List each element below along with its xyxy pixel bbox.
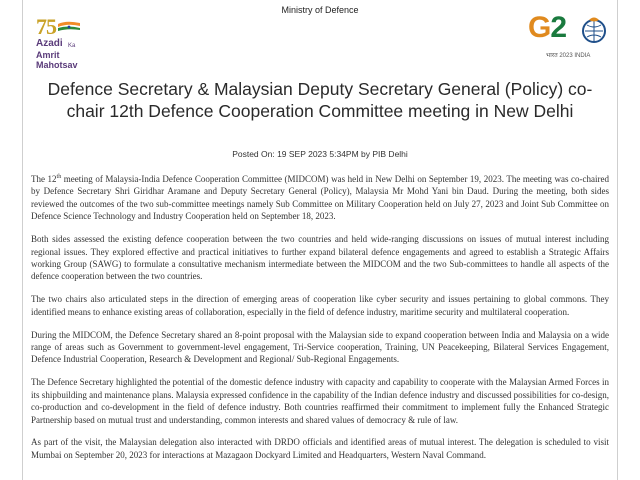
g20-lotus-globe-icon — [580, 17, 608, 45]
azadi-logo-line2: Ka — [68, 43, 76, 49]
paragraph-6: As part of the visit, the Malaysian delegation also interacted with DRDO officials and identified areas of mutual interest. The delegation is scheduled to visit Mumbai on September 20, 2023 for interactions at Mazagaon Dockyard Limited and Headquarters, Western Naval Command. — [31, 437, 609, 460]
g20-wordmark: G2 — [528, 11, 567, 44]
paragraph-1: The 12th meeting of Malaysia-India Defence Cooperation Committee (MIDCOM) was held in New Delhi on September 19, 2023. The meeting was co-chaired by Defence Secretary Shri Giridhar Aramane and Deputy Secretary General (Policy), Malaysia Mr Mohd Yani bin Daud. During the meeting, both sides reviewed the outcomes of the two sub-committee meetings namely Sub Committee on Military Cooperation held on July 27, 2023 and Joint Sub Committee on Defence Science Technology and Industry Cooperation held on September 18, 2023. — [31, 174, 609, 222]
azadi-logo-line3: Amrit Mahotsav — [36, 50, 78, 70]
azadi-ka-amrit-mahotsav-logo — [34, 14, 102, 68]
flag-icon — [56, 20, 82, 36]
article-body — [31, 173, 609, 472]
paragraph-2: Both sides assessed the existing defence cooperation between the two countries and held wide-ranging discussions on issues of mutual interest including regional issues. They explored effective and practical initiatives to further expand bilateral defence engagements and agreed to establish a Strategic Affairs working Group (SAWG) to formulate a consultative mechanism intermediate between the MIDCOM and the two Sub-committees to handle all aspects of the defence cooperation between the two countries. — [31, 234, 609, 282]
g20-logo — [528, 11, 610, 66]
paragraph-4: During the MIDCOM, the Defence Secretary shared an 8-point proposal with the Malaysian side to expand cooperation between India and Malaysia on a wide range of areas such as Government to government-level engagement, Tri-Service cooperation, Training, UN Peacekeeping, Bilateral Services Engagement, Defence Industrial Cooperation, Research & Development and Regional/ Sub-Regional Engagements. — [31, 329, 609, 365]
azadi-logo-line1: Azadi — [36, 38, 63, 49]
article-title: Defence Secretary & Malaysian Deputy Secretary General (Policy) co-chair 12th Defence Cooperation Committee meeting in New Delhi — [47, 79, 593, 121]
paragraph-3: The two chairs also articulated steps in the direction of emerging areas of cooperation like cyber security and issues pertaining to global commons. They identified means to enhance existing areas of collaboration, especially in the field of defence industry, maritime security and multilateral cooperation. — [31, 294, 609, 317]
azadi-logo-number: 75 — [36, 14, 56, 39]
g20-caption: भारत 2023 INDIA — [546, 53, 591, 59]
posted-info: Posted On: 19 SEP 2023 5:34PM by PIB Delhi — [232, 149, 408, 159]
paragraph-5: The Defence Secretary highlighted the potential of the domestic defence industry with capacity and capability to cooperate with the Malaysian Armed Forces in its shipbuilding and maintenance plans. Malaysia expressed confidence in the capability of the Indian defence industry and discussed possibilities for co-design, co-production and co-development in the field of defence industry. Both countries reaffirmed their commitment to implement fully the Enhanced Strategic Partnership based on mutual trust and understanding, common interests and shared values of democracy & rule of law. — [31, 377, 609, 425]
ministry-label: Ministry of Defence — [281, 5, 359, 15]
